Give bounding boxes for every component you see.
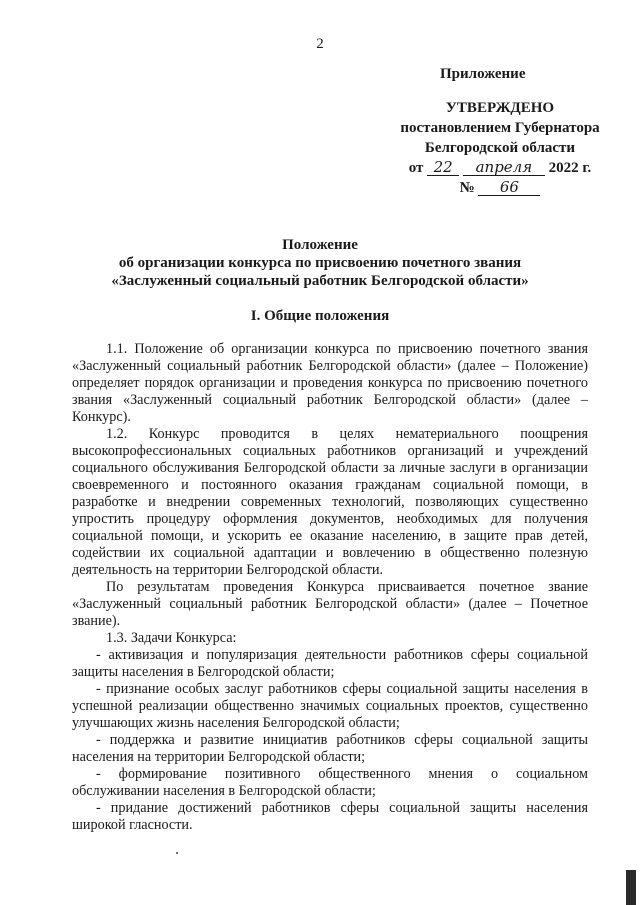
task-item: - придание достижений работников сферы социальной защиты населения широкой гласности. [72,800,588,833]
document-title [0,236,640,290]
approval-date [380,158,620,178]
approval-title: УТВЕРЖДЕНО [445,100,555,116]
date-prefix: от [408,160,424,176]
paragraph-1-3: 1.3. Задачи Конкурса: [106,630,237,646]
section-heading: I. Общие положения [250,308,390,324]
document-body [72,341,588,834]
approval-line1: постановлением Губернатора [400,120,600,136]
paragraph-1-2: 1.2. Конкурс проводится в целях нематериального поощрения высокопрофессиональных социальных работников организаций и учреждений социального обслуживания Белгородской области за личные заслуги в организации своевременного и постоянного оказания гражданам социальной помощи, в разработке и внедрении современных технологий, позволяющих существенно упростить процедуру оформления документов, необходимых для получения социальной помощи, и ускорить ее оказание населению, в защите прав детей, содействии их социальной адаптации и вовлечению в общественно полезную деятельность на территории Белгородской области. [72,426,588,578]
page-number: 2 [316,36,324,52]
task-item: - поддержка и развитие инициатив работников сферы социальной защиты населения на территории Белгородской области; [72,732,588,765]
task-item: - признание особых заслуг работников сферы социальной защиты населения в успешной реализации общественно значимых социальных проектов, существенно улучшающих жизнь населения Белгородской области; [72,681,588,731]
approval-line2: Белгородской области [424,140,576,156]
approval-number [380,178,620,198]
task-item: - активизация и популяризация деятельности работников сферы социальной защиты населения в Белгородской области; [72,647,588,680]
document-number: 66 [478,179,540,196]
title-line2: об организации конкурса по присвоению почетного звания [118,255,522,271]
paragraph-result: По результатам проведения Конкурса присваивается почетное звание «Заслуженный социальный работник Белгородской области» (далее – Почетное звание). [72,579,588,629]
scan-edge-shadow [626,870,636,905]
approval-block [380,98,620,198]
paragraph-1-1: 1.1. Положение об организации конкурса по присвоению почетного звания «Заслуженный социальный работник Белгородской области» (далее – Положение) определяет порядок организации и проведения конкурса по присвоению почетного звания «Заслуженный социальный работник Белгородской области» (далее – Конкурс). [72,341,588,425]
scan-speck [176,852,178,854]
date-day: 22 [427,159,459,176]
date-month: апреля [463,159,545,176]
title-line3: «Заслуженный социальный работник Белгородской области» [111,273,529,289]
title-line1: Положение [282,237,358,253]
task-item: - формирование позитивного общественного мнения о социальном обслуживании населения в Белгородской области; [72,766,588,799]
number-prefix: № [459,180,475,196]
date-year: 2022 г. [548,160,592,176]
annex-label: Приложение [440,66,526,82]
